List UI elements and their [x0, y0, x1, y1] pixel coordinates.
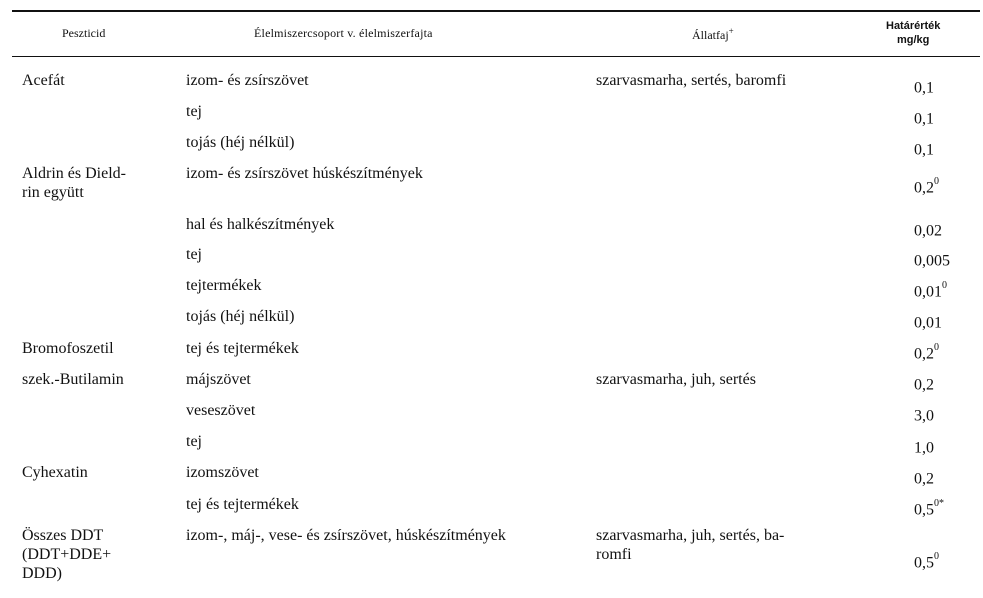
row-limit [914, 175, 939, 197]
row-limit [914, 310, 942, 332]
row-food: izom- és zsírszövet húskészítmények [186, 165, 423, 182]
row-food: tej [186, 103, 202, 120]
row-pesticide-line1: Aldrin és Dield- [22, 165, 126, 182]
limit-value: 0,01 [914, 283, 942, 301]
row-limit [914, 106, 934, 128]
row-limit [914, 550, 939, 572]
limit-mark: 0 [934, 551, 939, 562]
row-limit [914, 279, 947, 301]
row-food: tojás (héj nélkül) [186, 308, 295, 325]
header-hatarertek-line2: mg/kg [897, 34, 930, 46]
row-pesticide: Cyhexatin [22, 464, 88, 481]
header-hatarertek [886, 19, 940, 47]
row-animal-line1: szarvasmarha, juh, sertés, ba- [596, 527, 785, 544]
row-limit [914, 218, 942, 240]
row-food: izom-, máj-, vese- és zsírszövet, húskészítmények [186, 527, 506, 544]
row-limit [914, 75, 934, 97]
row-pesticide-line1: Összes DDT [22, 527, 104, 544]
row-food: izomszövet [186, 464, 259, 481]
limit-value: 0,2 [914, 470, 934, 488]
header-hatarertek-line1: Határérték [886, 20, 941, 32]
row-limit [914, 435, 934, 457]
limit-value: 0,5 [914, 501, 934, 519]
limit-mark: 0 [934, 342, 939, 353]
row-food: tojás (héj nélkül) [186, 134, 295, 151]
limit-value: 0,1 [914, 79, 934, 97]
row-limit [914, 137, 934, 159]
header-elelmiszer: Élelmiszercsoport v. élelmiszerfajta [254, 26, 433, 40]
row-food: tej és tejtermékek [186, 340, 299, 357]
limit-value: 0,1 [914, 110, 934, 128]
row-limit [914, 403, 934, 425]
row-pesticide-line2: (DDT+DDE+ [22, 546, 112, 563]
limit-mark: 0* [934, 498, 944, 509]
table-top-rule [12, 10, 980, 12]
header-allatfaj-mark: + [728, 26, 734, 36]
row-limit [914, 497, 944, 519]
row-food: izom- és zsírszövet [186, 72, 309, 89]
limit-mark: 0 [934, 176, 939, 187]
limit-value: 1,0 [914, 439, 934, 457]
row-limit [914, 341, 939, 363]
row-food: tejtermékek [186, 277, 262, 294]
row-food: tej [186, 433, 202, 450]
row-food: májszövet [186, 371, 251, 388]
row-food: tej és tejtermékek [186, 496, 299, 513]
limit-value: 0,005 [914, 252, 950, 270]
row-animal-line2: romfi [596, 546, 632, 563]
row-food: veseszövet [186, 402, 256, 419]
row-pesticide: Bromofoszetil [22, 340, 114, 357]
limit-value: 0,2 [914, 376, 934, 394]
row-food: hal és halkészítmények [186, 216, 335, 233]
header-pesticid: Peszticid [62, 26, 106, 40]
row-pesticide-line3: DDD) [22, 565, 62, 582]
row-animal: szarvasmarha, sertés, baromfi [596, 72, 787, 89]
row-pesticide: Acefát [22, 72, 65, 89]
row-pesticide-line2: rin együtt [22, 184, 84, 201]
limit-value: 0,1 [914, 141, 934, 159]
limit-mark: 0 [942, 280, 947, 291]
row-limit [914, 248, 950, 270]
row-food: tej [186, 246, 202, 263]
row-limit [914, 372, 934, 394]
row-animal: szarvasmarha, juh, sertés [596, 371, 756, 388]
table-header-rule [12, 56, 980, 57]
limit-value: 3,0 [914, 407, 934, 425]
header-allatfaj [692, 26, 734, 43]
row-pesticide: szek.-Butilamin [22, 371, 124, 388]
limit-value: 0,5 [914, 554, 934, 572]
limit-value: 0,01 [914, 314, 942, 332]
header-allatfaj-label: Állatfaj [692, 28, 729, 42]
limit-value: 0,2 [914, 179, 934, 197]
limit-value: 0,2 [914, 345, 934, 363]
row-limit [914, 466, 934, 488]
limit-value: 0,02 [914, 222, 942, 240]
